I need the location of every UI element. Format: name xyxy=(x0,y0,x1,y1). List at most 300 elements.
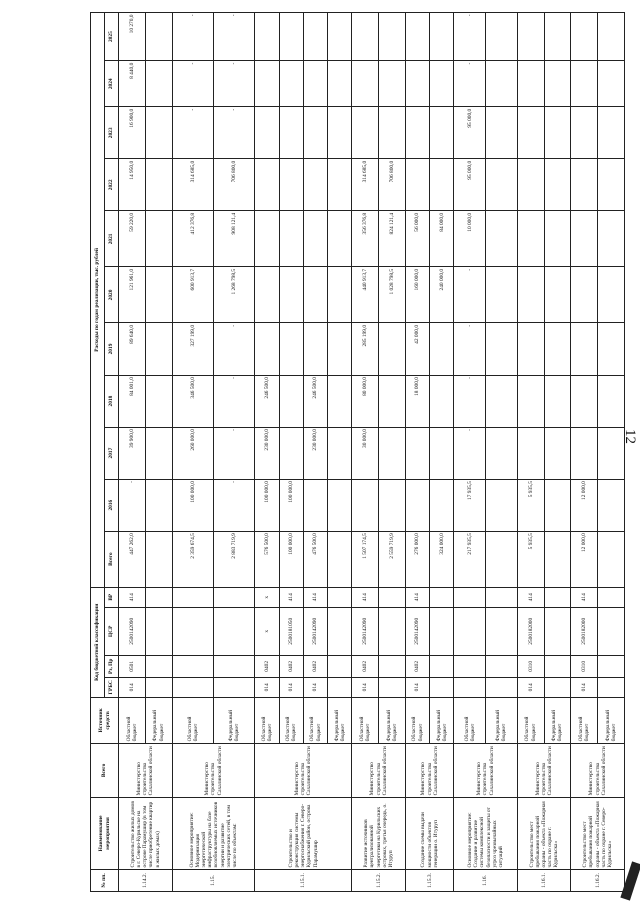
row-year-value xyxy=(303,267,327,323)
row-year-value xyxy=(598,479,625,531)
row-year-value: 356 376,8 xyxy=(352,211,379,267)
row-year-value xyxy=(430,13,454,61)
row-code-csr xyxy=(172,607,213,655)
row-code-rzpr: 0402 xyxy=(279,655,303,677)
row-code-grbs: 014 xyxy=(255,677,279,697)
row-year-value xyxy=(255,61,279,107)
row-year-value xyxy=(328,159,352,211)
row-code-csr xyxy=(430,607,454,655)
row-code-rzpr: 0402 xyxy=(303,655,327,677)
row-year-value xyxy=(598,323,625,375)
row-year-value: 95 000,0 xyxy=(454,107,486,159)
row-source: Областной бюджет xyxy=(279,697,303,743)
header-year: 2016 xyxy=(105,479,119,531)
row-year-value xyxy=(328,427,352,479)
row-year-value xyxy=(255,107,279,159)
budget-table xyxy=(90,12,625,892)
row-year-value xyxy=(145,61,172,107)
row-number: 1.15.2. xyxy=(352,869,406,891)
row-source: Федеральный бюджет xyxy=(544,697,571,743)
table-row xyxy=(405,13,429,892)
row-year-value xyxy=(303,13,327,61)
row-code-rzpr xyxy=(544,655,571,677)
row-year-value xyxy=(430,375,454,427)
row-year-value xyxy=(379,479,406,531)
row-year-value: - xyxy=(213,479,254,531)
row-code-rzpr: 0402 xyxy=(405,655,429,677)
row-year-value xyxy=(379,375,406,427)
header-year: 2025 xyxy=(105,13,119,61)
row-year-value xyxy=(430,61,454,107)
row-year-value: 246 500,0 xyxy=(303,375,327,427)
row-year-value: 16 900,0 xyxy=(119,107,146,159)
row-year-value xyxy=(571,159,598,211)
row-year-value: 600 913,7 xyxy=(172,267,213,323)
row-year-value: - xyxy=(454,427,486,479)
row-total: 576 500,0 xyxy=(255,531,279,587)
row-year-value: 314 685,0 xyxy=(172,159,213,211)
row-year-value: 706 800,0 xyxy=(379,159,406,211)
header-source: Источник средств xyxy=(91,697,119,743)
row-name: Создание схемы выдачи мощности объектов генерации о. Итуруп xyxy=(405,797,454,869)
row-code-rzpr xyxy=(213,655,254,677)
row-year-value: 1 028 798,5 xyxy=(379,267,406,323)
row-source: Федеральный бюджет xyxy=(328,697,352,743)
row-year-value xyxy=(598,427,625,479)
row-executor: Министерство строительства Сахалинской области xyxy=(517,743,571,797)
row-year-value xyxy=(145,211,172,267)
row-year-value: 706 800,0 xyxy=(213,159,254,211)
row-code-csr xyxy=(379,607,406,655)
row-year-value xyxy=(279,61,303,107)
row-code-csr: 2500181050 xyxy=(279,607,303,655)
row-code-vr xyxy=(454,587,486,607)
header-year: 2021 xyxy=(105,211,119,267)
row-year-value xyxy=(303,107,327,159)
row-year-value xyxy=(486,375,518,427)
row-year-value: - xyxy=(172,61,213,107)
row-year-value: - xyxy=(454,61,486,107)
page-number: 12 xyxy=(622,429,638,444)
row-name: Развитие источников централизованной энергетики на Курильских островах, третья очередь, о. Итуруп xyxy=(352,797,406,869)
row-year-value xyxy=(405,107,429,159)
header-year: 2017 xyxy=(105,427,119,479)
row-year-value: - xyxy=(454,13,486,61)
row-year-value xyxy=(405,159,429,211)
row-code-csr xyxy=(213,607,254,655)
row-name: Строительство мест пребывания пожарной охраны - объекта «Пожарная часть по охране г. Северо-Курильска» xyxy=(571,797,625,869)
row-source: Федеральный бюджет xyxy=(379,697,406,743)
row-code-csr: 2500142090 xyxy=(303,607,327,655)
row-number: 1.16.1. xyxy=(517,869,571,891)
row-code-grbs xyxy=(379,677,406,697)
row-code-grbs xyxy=(430,677,454,697)
row-year-value xyxy=(303,323,327,375)
row-year-value xyxy=(544,479,571,531)
row-year-value xyxy=(430,323,454,375)
row-number: 1.14.2. xyxy=(119,869,173,891)
row-source: Областной бюджет xyxy=(119,697,146,743)
row-year-value: - xyxy=(213,107,254,159)
row-code-grbs: 014 xyxy=(279,677,303,697)
row-source: Областной бюджет xyxy=(517,697,544,743)
row-year-value xyxy=(255,159,279,211)
row-name: Строительство жилых домов в г. Северо-Курильске на острове Парамушир (в том числе приобретение квартир в жилых домах) xyxy=(119,797,173,869)
row-year-value xyxy=(279,427,303,479)
row-code-vr: 414 xyxy=(303,587,327,607)
row-year-value: 10 270,0 xyxy=(119,13,146,61)
row-year-value: 18 000,0 xyxy=(405,375,429,427)
row-year-value xyxy=(517,375,544,427)
row-year-value xyxy=(405,61,429,107)
row-year-value xyxy=(486,13,518,61)
header-codes-group: Код бюджетной классификации xyxy=(91,587,105,697)
row-year-value xyxy=(405,13,429,61)
row-total: 12 000,0 xyxy=(571,531,598,587)
row-total: 1 507 174,5 xyxy=(352,531,379,587)
header-csr: ЦСР xyxy=(105,607,119,655)
row-year-value xyxy=(486,61,518,107)
header-total: Всего xyxy=(105,531,119,587)
row-year-value xyxy=(255,323,279,375)
row-code-vr: 414 xyxy=(119,587,146,607)
row-code-csr xyxy=(328,607,352,655)
row-name: Строительство мест пребывания пожарной охраны - объекта «Пожарная часть по охране г. Курильска» xyxy=(517,797,571,869)
row-year-value xyxy=(328,323,352,375)
row-number: 1.15.1. xyxy=(255,869,352,891)
row-year-value xyxy=(279,107,303,159)
row-year-value: - xyxy=(172,107,213,159)
row-total xyxy=(544,531,571,587)
row-year-value: 121 961,0 xyxy=(119,267,146,323)
row-code-csr xyxy=(454,607,486,655)
header-num: № пп. xyxy=(91,869,119,891)
row-code-vr: 414 xyxy=(517,587,544,607)
row-year-value xyxy=(598,267,625,323)
row-year-value: 100 000,0 xyxy=(279,479,303,531)
header-grbs: ГРБС xyxy=(105,677,119,697)
row-year-value xyxy=(328,107,352,159)
row-year-value xyxy=(544,61,571,107)
row-year-value: - xyxy=(454,375,486,427)
row-code-vr xyxy=(486,587,518,607)
header-executor: Всего xyxy=(91,743,119,797)
row-source: Федеральный бюджет xyxy=(486,697,518,743)
row-year-value xyxy=(430,479,454,531)
row-year-value xyxy=(379,61,406,107)
row-code-grbs xyxy=(598,677,625,697)
row-code-grbs: 014 xyxy=(119,677,146,697)
row-year-value xyxy=(517,427,544,479)
row-year-value: 160 000,0 xyxy=(405,267,429,323)
row-code-csr xyxy=(598,607,625,655)
row-year-value: 908 121,4 xyxy=(213,211,254,267)
row-code-vr xyxy=(172,587,213,607)
row-year-value: 314 685,0 xyxy=(352,159,379,211)
row-code-grbs xyxy=(454,677,486,697)
row-year-value xyxy=(571,267,598,323)
row-executor: Министерство строительства Сахалинской области xyxy=(172,743,255,797)
row-year-value xyxy=(544,267,571,323)
row-executor: Министерство строительства Сахалинской области xyxy=(571,743,625,797)
row-name: Основное мероприятие: Создание и развитие системы комплексной безопасности и защиты от угроз чрезвычайных ситуаций xyxy=(454,797,517,869)
row-year-value: - xyxy=(119,479,146,531)
row-year-value: - xyxy=(172,13,213,61)
row-year-value xyxy=(255,267,279,323)
header-year: 2019 xyxy=(105,323,119,375)
header-expenses-group: Расходы по годам реализации, тыс. рублей xyxy=(91,13,105,588)
table-row xyxy=(352,13,379,892)
row-year-value: 12 000,0 xyxy=(571,479,598,531)
row-code-rzpr xyxy=(598,655,625,677)
row-year-value: 59 220,0 xyxy=(119,211,146,267)
row-code-rzpr xyxy=(145,655,172,677)
row-code-vr xyxy=(328,587,352,607)
row-year-value: 230 000,0 xyxy=(303,427,327,479)
row-year-value: 39 900,0 xyxy=(119,427,146,479)
row-year-value xyxy=(430,107,454,159)
row-year-value xyxy=(571,13,598,61)
row-code-vr xyxy=(430,587,454,607)
row-code-grbs xyxy=(486,677,518,697)
row-code-rzpr xyxy=(172,655,213,677)
row-total: 5 935,5 xyxy=(517,531,544,587)
row-year-value: 230 000,0 xyxy=(255,427,279,479)
row-total: 276 000,0 xyxy=(405,531,429,587)
row-code-vr xyxy=(145,587,172,607)
row-year-value: 14 950,0 xyxy=(119,159,146,211)
table-row xyxy=(119,13,146,892)
row-year-value xyxy=(279,13,303,61)
row-total xyxy=(598,531,625,587)
row-year-value: - xyxy=(213,375,254,427)
row-executor: Министерство строительства Сахалинской области xyxy=(352,743,406,797)
row-code-grbs: 014 xyxy=(571,677,598,697)
row-code-vr: 414 xyxy=(279,587,303,607)
row-year-value xyxy=(544,427,571,479)
row-code-rzpr xyxy=(379,655,406,677)
row-year-value: 56 000,0 xyxy=(405,211,429,267)
row-code-vr: 414 xyxy=(352,587,379,607)
row-code-vr: х xyxy=(255,587,279,607)
row-year-value xyxy=(486,267,518,323)
row-year-value xyxy=(598,375,625,427)
row-year-value: 327 199,0 xyxy=(172,323,213,375)
row-total xyxy=(486,531,518,587)
row-year-value xyxy=(544,13,571,61)
row-year-value xyxy=(571,107,598,159)
row-year-value xyxy=(405,427,429,479)
row-year-value xyxy=(328,375,352,427)
row-year-value: 95 000,0 xyxy=(454,159,486,211)
row-code-vr xyxy=(544,587,571,607)
row-year-value xyxy=(571,61,598,107)
row-year-value xyxy=(279,375,303,427)
row-year-value xyxy=(430,159,454,211)
row-year-value xyxy=(145,13,172,61)
row-year-value xyxy=(571,375,598,427)
row-total: 2 559 719,9 xyxy=(379,531,406,587)
row-total xyxy=(328,531,352,587)
row-year-value: 260 000,0 xyxy=(172,427,213,479)
row-code-grbs xyxy=(172,677,213,697)
row-code-csr xyxy=(145,607,172,655)
row-code-csr xyxy=(486,607,518,655)
row-year-value xyxy=(598,107,625,159)
row-year-value: - xyxy=(213,427,254,479)
row-year-value xyxy=(279,211,303,267)
row-year-value xyxy=(352,479,379,531)
row-code-vr xyxy=(213,587,254,607)
row-year-value: 80 000,0 xyxy=(352,375,379,427)
row-year-value xyxy=(379,13,406,61)
row-year-value xyxy=(145,107,172,159)
row-year-value xyxy=(255,13,279,61)
row-year-value: 5 935,5 xyxy=(517,479,544,531)
row-year-value xyxy=(379,323,406,375)
budget-table-sheet xyxy=(90,12,625,892)
row-year-value xyxy=(598,61,625,107)
row-number: 1.15. xyxy=(172,869,255,891)
row-year-value xyxy=(486,211,518,267)
row-year-value xyxy=(517,107,544,159)
row-year-value xyxy=(303,61,327,107)
row-year-value xyxy=(571,427,598,479)
row-code-grbs xyxy=(213,677,254,697)
row-source: Областной бюджет xyxy=(303,697,327,743)
header-year: 2022 xyxy=(105,159,119,211)
row-code-csr: 2500142090 xyxy=(119,607,146,655)
row-year-value xyxy=(486,479,518,531)
row-year-value: 8 440,0 xyxy=(119,61,146,107)
header-vr: ВР xyxy=(105,587,119,607)
row-year-value: - xyxy=(454,323,486,375)
row-year-value xyxy=(379,107,406,159)
row-code-rzpr xyxy=(328,655,352,677)
row-total: 476 500,0 xyxy=(303,531,327,587)
table-row xyxy=(517,13,544,892)
row-year-value xyxy=(145,375,172,427)
row-year-value xyxy=(544,107,571,159)
row-code-rzpr xyxy=(486,655,518,677)
row-source: Федеральный бюджет xyxy=(430,697,454,743)
row-year-value xyxy=(279,159,303,211)
row-number: 1.16.2. xyxy=(571,869,625,891)
row-year-value: 346 500,0 xyxy=(172,375,213,427)
row-year-value xyxy=(303,479,327,531)
row-year-value: 84 001,0 xyxy=(119,375,146,427)
row-year-value xyxy=(303,159,327,211)
row-year-value: 30 000,0 xyxy=(352,427,379,479)
row-code-vr xyxy=(379,587,406,607)
row-source: Областной бюджет xyxy=(454,697,486,743)
row-year-value: 240 000,0 xyxy=(430,267,454,323)
row-code-csr: 2500142090 xyxy=(405,607,429,655)
row-year-value xyxy=(486,323,518,375)
row-year-value xyxy=(517,159,544,211)
row-year-value: 285 199,0 xyxy=(352,323,379,375)
row-year-value xyxy=(379,427,406,479)
row-year-value: 1 268 798,5 xyxy=(213,267,254,323)
row-code-csr xyxy=(544,607,571,655)
row-year-value xyxy=(328,61,352,107)
header-year: 2023 xyxy=(105,107,119,159)
row-year-value xyxy=(517,13,544,61)
row-year-value xyxy=(571,323,598,375)
row-year-value xyxy=(517,323,544,375)
row-source: Областной бюджет xyxy=(571,697,598,743)
row-year-value xyxy=(486,159,518,211)
table-row xyxy=(172,13,213,892)
row-year-value: - xyxy=(213,13,254,61)
row-year-value: 10 000,0 xyxy=(454,211,486,267)
header-year: 2020 xyxy=(105,267,119,323)
row-year-value xyxy=(517,61,544,107)
row-year-value: 100 000,0 xyxy=(172,479,213,531)
row-year-value xyxy=(328,211,352,267)
row-year-value: - xyxy=(454,267,486,323)
row-source: Федеральный бюджет xyxy=(598,697,625,743)
row-year-value: - xyxy=(213,323,254,375)
row-code-csr: х xyxy=(255,607,279,655)
row-year-value xyxy=(352,61,379,107)
row-year-value xyxy=(145,159,172,211)
row-total: 2 883 719,9 xyxy=(213,531,254,587)
row-total: 447 262,0 xyxy=(119,531,146,587)
header-name: Наименование мероприятия xyxy=(91,797,119,869)
row-year-value xyxy=(598,159,625,211)
row-code-rzpr xyxy=(454,655,486,677)
row-year-value xyxy=(303,211,327,267)
row-year-value xyxy=(430,427,454,479)
row-year-value: 246 500,0 xyxy=(255,375,279,427)
row-year-value: 824 121,4 xyxy=(379,211,406,267)
header-rzpr: Рз, Пр xyxy=(105,655,119,677)
row-year-value xyxy=(517,267,544,323)
row-year-value xyxy=(145,427,172,479)
row-code-grbs xyxy=(544,677,571,697)
row-total: 217 935,5 xyxy=(454,531,486,587)
row-code-csr: 2500182000 xyxy=(571,607,598,655)
row-code-grbs xyxy=(145,677,172,697)
row-source: Областной бюджет xyxy=(172,697,213,743)
row-code-rzpr: 0501 xyxy=(119,655,146,677)
row-code-csr: 2500182000 xyxy=(517,607,544,655)
row-year-value xyxy=(328,13,352,61)
row-executor: Министерство строительства Сахалинской области xyxy=(119,743,173,797)
row-source: Федеральный бюджет xyxy=(213,697,254,743)
row-year-value: - xyxy=(213,61,254,107)
table-row xyxy=(571,13,598,892)
header-year: 2018 xyxy=(105,375,119,427)
row-code-vr: 414 xyxy=(405,587,429,607)
row-year-value xyxy=(544,159,571,211)
row-year-value xyxy=(571,211,598,267)
row-year-value xyxy=(145,479,172,531)
row-year-value xyxy=(145,267,172,323)
row-year-value: 42 000,0 xyxy=(405,323,429,375)
row-name: Основное мероприятие: Модернизация энергетической инфраструктуры на базе возобновляемых источников энергии и развитие электрических сетей, в том числе по объектам: xyxy=(172,797,255,869)
row-total: 324 000,0 xyxy=(430,531,454,587)
row-code-rzpr: 0310 xyxy=(517,655,544,677)
row-code-rzpr: 0402 xyxy=(352,655,379,677)
row-code-grbs: 014 xyxy=(517,677,544,697)
row-year-value xyxy=(486,107,518,159)
row-year-value xyxy=(279,267,303,323)
row-total xyxy=(145,531,172,587)
row-year-value: 84 000,0 xyxy=(430,211,454,267)
row-year-value xyxy=(328,267,352,323)
